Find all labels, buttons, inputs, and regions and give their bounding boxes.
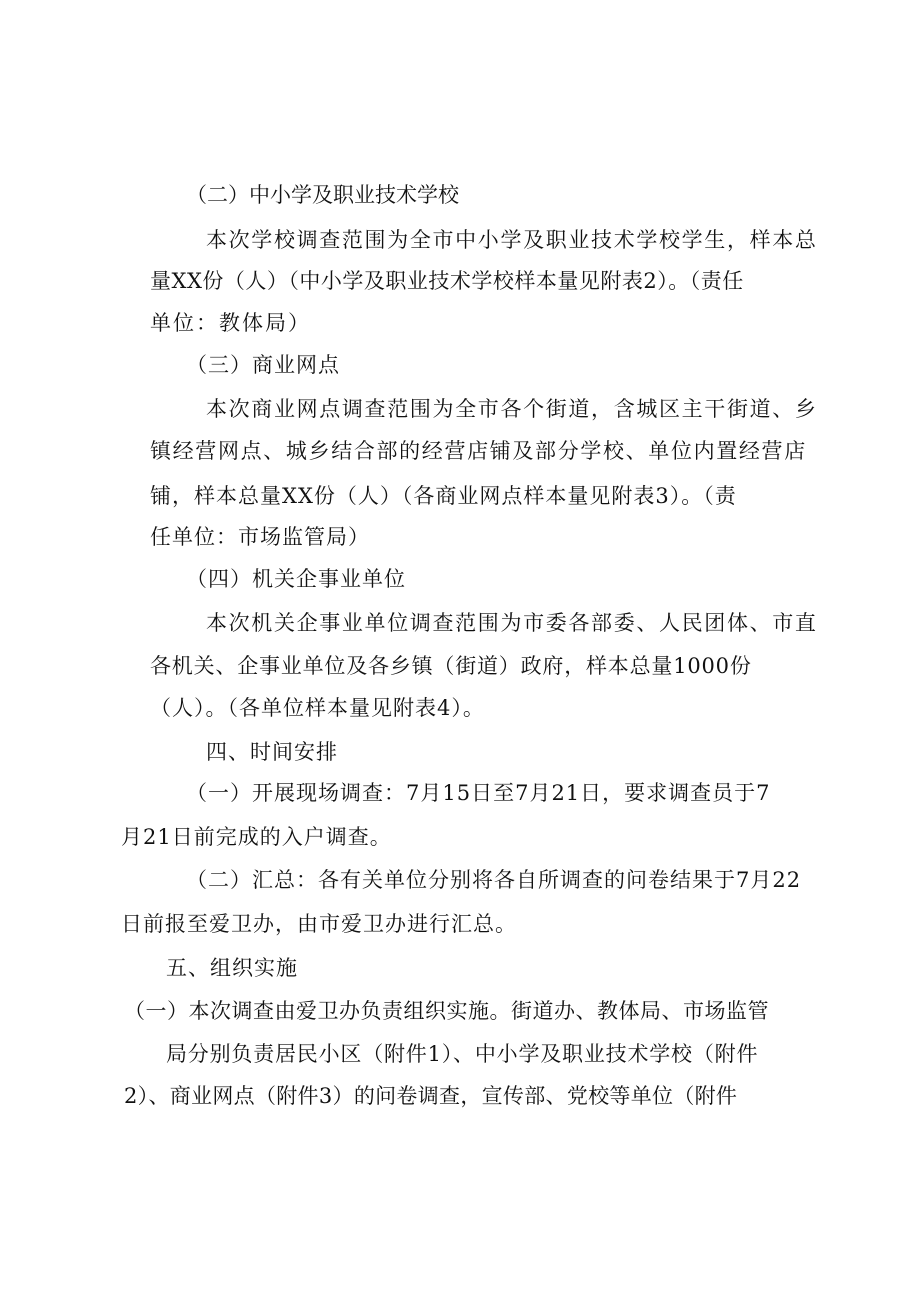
paragraph-line: 本次商业网点调查范围为全市各个街道，含城区主干街道、乡 <box>206 397 818 421</box>
paragraph-line: 量XX份（人）（中小学及职业技术学校样本量见附表2）。（责任 <box>150 269 744 293</box>
paragraph-line: 各机关、企事业单位及各乡镇（街道）政府，样本总量1000份 <box>150 654 752 678</box>
paragraph-line: 任单位：市场监管局） <box>150 525 370 549</box>
paragraph-line: （一）开展现场调查：7月15日至7月21日，要求调查员于7 <box>186 781 771 805</box>
heading-time-schedule: 四、时间安排 <box>206 740 338 764</box>
heading-primary-vocational-schools: （二）中小学及职业技术学校 <box>186 183 459 207</box>
heading-commercial-outlets: （三）商业网点 <box>186 353 340 377</box>
paragraph-line: 镇经营网点、城乡结合部的经营店铺及部分学校、单位内置经营店 <box>150 439 807 463</box>
heading-organization: 五、组织实施 <box>166 956 298 980</box>
paragraph-line: 单位：教体局） <box>150 311 311 335</box>
paragraph-line: 2）、商业网点（附件3）的问卷调查，宣传部、党校等单位（附件 <box>124 1084 738 1108</box>
paragraph-line: 本次学校调查范围为全市中小学及职业技术学校学生，样本总 <box>206 228 818 252</box>
paragraph-line: 本次机关企事业单位调查范围为市委各部委、人民团体、市直 <box>206 611 818 635</box>
paragraph-line: （二）汇总：各有关单位分别将各自所调查的问卷结果于7月22 <box>186 868 802 892</box>
paragraph-line: 月21日前完成的入户调查。 <box>121 825 392 849</box>
paragraph-line: 局分别负责居民小区（附件1）、中小学及职业技术学校（附件 <box>166 1042 759 1066</box>
heading-government-institutions: （四）机关企事业单位 <box>186 567 406 591</box>
paragraph-line: （一）本次调查由爱卫办负责组织实施。街道办、教体局、市场监管 <box>124 999 769 1023</box>
paragraph-line: 日前报至爱卫办，由市爱卫办进行汇总。 <box>121 912 517 936</box>
paragraph-line: 铺，样本总量XX份（人）（各商业网点样本量见附表3）。（责 <box>150 484 737 508</box>
paragraph-line: （人）。（各单位样本量见附表4）。 <box>150 696 485 720</box>
